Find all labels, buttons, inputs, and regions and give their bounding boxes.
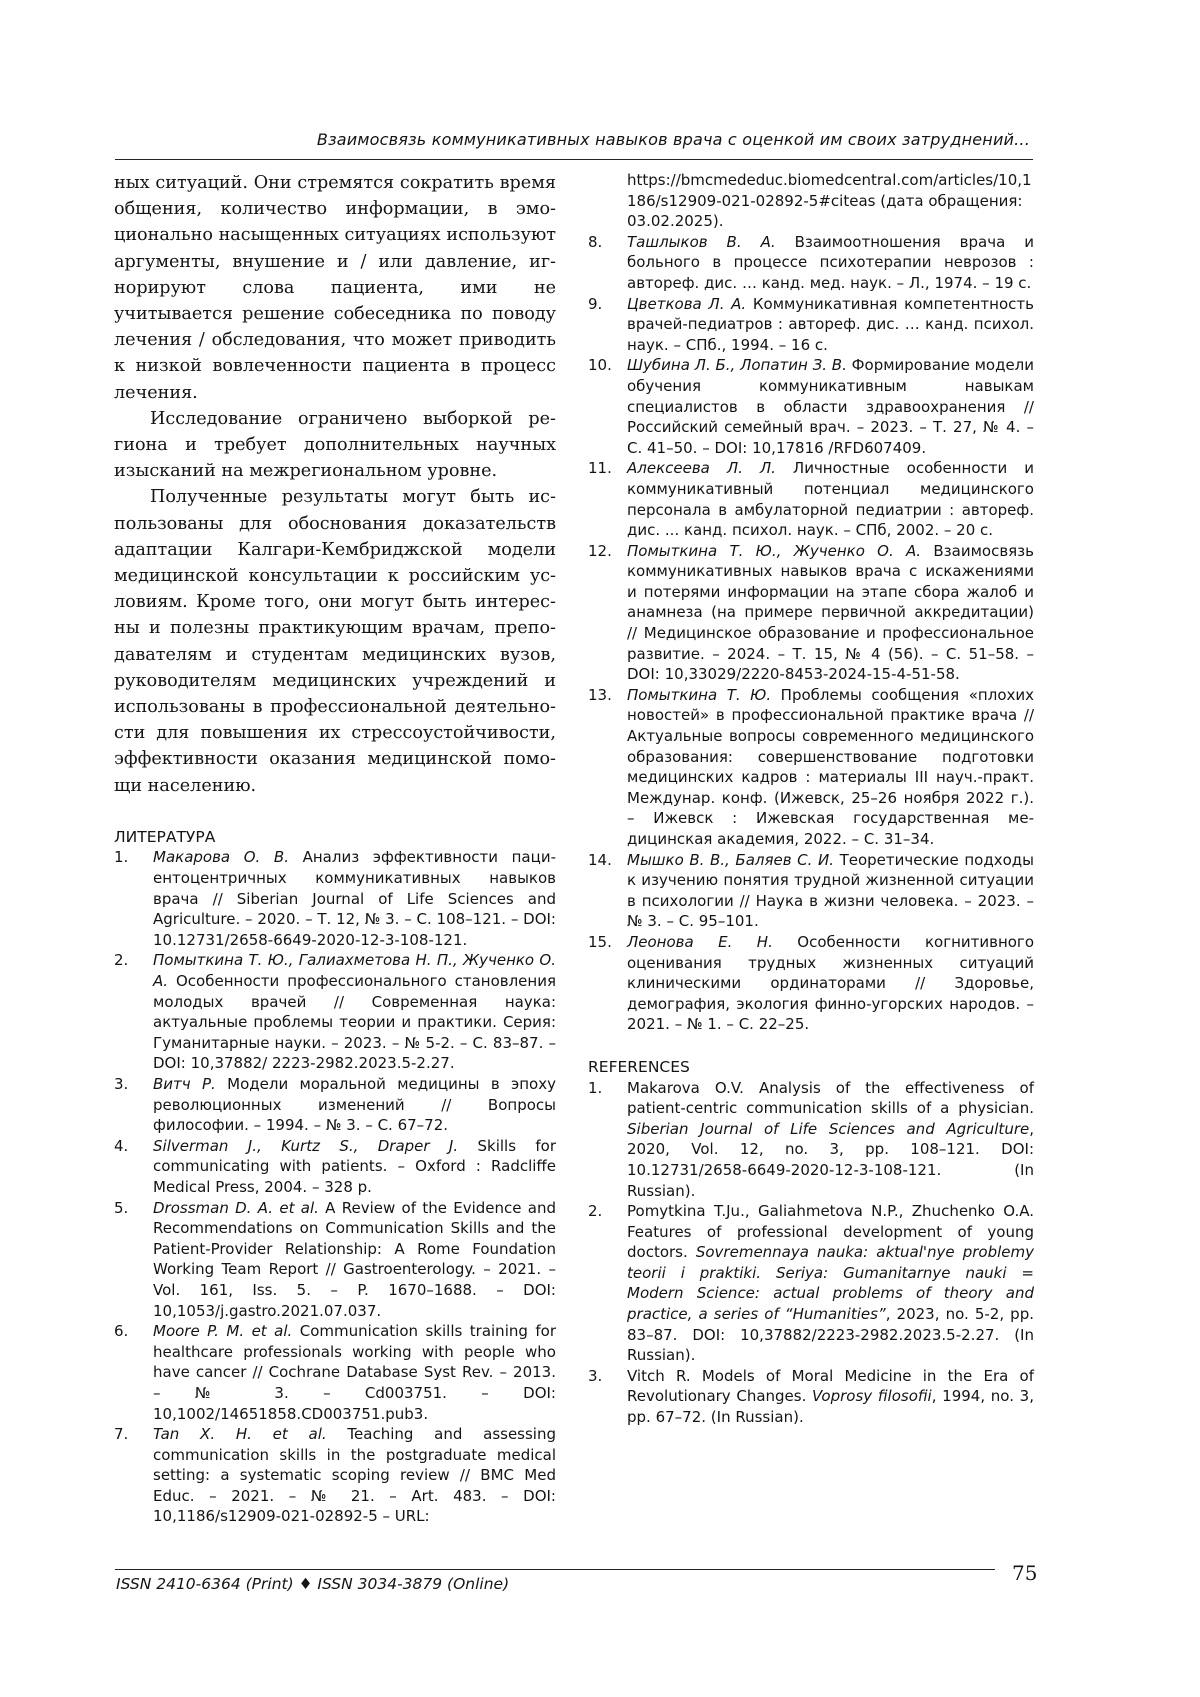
footer-issn: ISSN 2410-6364 (Print) ♦ ISSN 3034-3879 (Online) [116, 1575, 510, 1593]
reference-item: 4. Silverman J., Kurtz S., Draper J. Skills for communicating with patients. – Oxford : Radcliffe Medical Press, 2004. – 328 p. [114, 1136, 556, 1196]
reference-item: 1. Макарова О. В. Анализ эффективности пациентоцентричных коммуникативных навыков врача // Siberian Journal of Life Sciences and Agriculture. – 2020. – Т. 12, № 3. – С. 108–121. – DOI: 10.12731/2658-6649-2020-12-3-108-121. [114, 848, 556, 949]
references-heading: REFERENCES [588, 1057, 690, 1076]
reference-item: 8. Ташлыков В. А. Взаимоотношения врача и больного в процессе психотерапии неврозов : автореф. дис. … канд. мед. наук. – Л., 1974. – 19 с. [588, 232, 1034, 292]
reference-continuation: https://bmcmededuc.biomedcentral.com/articles/10,1186/s12909-021-02892-5#citeas (дата обращения: 03.02.2025). [627, 171, 1032, 231]
reference-item: 12. Помыткина Т. Ю., Жученко О. А. Взаимосвязь коммуникативных навыков врача с искажениями и потерями информации на этапе сбора жалоб и анамнеза (на примере первичной аккредитации) // Медицинское образование и профессиональное развитие. – 2024. – Т. 15, № 4 (56). – С. 51–58. – DOI: 10,33029/2220-8453-2024-15-4-51-58. [588, 541, 1034, 684]
body-paragraph: ных ситуаций. Они стремятся сократить время общения, количество информации, в эмоционально насыщенных ситуациях используют аргументы, внушение и / или давление, игнорируют слова пациента, ими не учитывается решение собеседника по поводу лечения / обследования, что может приводить к низкой вовлеченности пациента в процесс лечения. [114, 173, 556, 403]
references-list [588, 1078, 1034, 1428]
reference-item: 11. Алексеева Л. Л. Личностные особенности и коммуникативный потенциал медицинского персонала в амбулаторной педиатрии : автореф. дис. ... канд. психол. наук. – СПб, 2002. – 20 с. [588, 459, 1034, 540]
reference-item: 9. Цветкова Л. А. Коммуникативная компетентность врачей-педиатров : автореф. дис. … канд. психол. наук. – СПб., 1994. – 16 с. [588, 294, 1034, 354]
reference-item: 1. Makarova O.V. Analysis of the effectiveness of patient-centric communication skills of a physician. Siberian Journal of Life Sciences and Agriculture, 2020, Vol. 12, no. 3, pp. 108–121. DOI: 10.12731/2658-6649-2020-12-3-108-121. (In Russian). [588, 1078, 1034, 1200]
page-number: 75 [1012, 1561, 1038, 1585]
footer-divider [115, 1569, 995, 1570]
left-column [114, 170, 556, 1527]
reference-item: 10. Шубина Л. Б., Лопатин З. В. Формирование модели обучения коммуникативным навыкам специалистов в области здравоохранения // Российский семейный врач. – 2023. – Т. 27, № 4. – С. 41–50. – DOI: 10,17816 /RFD607409. [588, 356, 1035, 457]
reference-item: 2. Pomytkina T.Ju., Galiahmetova N.P., Zhuchenko O.A. Features of professional development of young doctors. Sovremennaya nauka: aktual'nye problemy teorii i praktiki. Seriya: Gumanitarnye nauki = Modern Science: actual problems of theory and practice, a series of “Humanities”, 2023, no. 5-2, pp. 83–87. DOI: 10,37882/2223-2982.2023.5-2.27. (In Russian). [588, 1202, 1034, 1365]
reference-item: 3. Витч Р. Модели моральной медицины в эпоху революционных изменений // Вопросы философии. – 1994. – № 3. – С. 67–72. [114, 1075, 556, 1135]
body-paragraph: Полученные результаты могут быть использованы для обоснования доказательств адаптации Калгари-Кембриджской модели медицинской консультации к российским условиям. Кроме того, они могут быть интересны и полезны практикующим врачам, преподавателям и студентам медицинских вузов, руководителям медицинских учреждений и использованы в профессиональной деятельности для повышения их стрессоустойчивости, эффективности оказания медицинской помощи населению. [114, 487, 556, 796]
literature-heading: ЛИТЕРАТУРА [114, 827, 216, 846]
literature-list [114, 847, 556, 1527]
reference-item: 2. Помыткина Т. Ю., Галиахметова Н. П., Жученко О. А. Особенности профессионального становления молодых врачей // Современная наука: актуальные проблемы теории и практики. Серия: Гуманитарные науки. – 2023. – № 5-2. – С. 83–87. – DOI: 10,37882/ 2223-2982.2023.5-2.27. [114, 951, 556, 1073]
reference-item: 15. Леонова Е. Н. Особенности когнитивного оценивания трудных жизненных ситуаций клиническими ординаторами // Здоровье, демография, экология финно-угорских народов. – 2021. – № 1. – С. 22–25. [588, 932, 1034, 1034]
reference-item: 6. Moore P. M. et al. Communication skills training for healthcare professionals working with people who have cancer // Cochrane Database Syst Rev. – 2013. – № 3. – Cd003751. – DOI: 10,1002/14651858.CD003751.pub3. [114, 1322, 556, 1423]
reference-item: 14. Мышко В. В., Баляев С. И. Теоретические подходы к изучению понятия трудной жизненной ситуации в психологии // Наука в жизни человека. – 2023. – № 3. – С. 95–101. [588, 850, 1034, 931]
reference-item: 13. Помыткина Т. Ю. Проблемы сообщения «плохих новостей» в профессиональной практике врача // Актуальные вопросы современного медицинского образования: совершенствование подготовки медицинских кадров : материалы III науч.-практ. Междунар. конф. (Ижевск, 25–26 ноября 2022 г.). – Ижевск : Ижевская государственная медицинская академия, 2022. – С. 31–34. [588, 685, 1034, 848]
header-divider [115, 159, 1033, 160]
reference-item: 7. Tan X. H. et al. Teaching and assessing communication skills in the postgraduate medical setting: a systematic scoping review // BMC Med Educ. – 2021. – № 21. – Art. 483. – DOI: 10,1186/s12909-021-02892-5 – URL: [114, 1425, 557, 1526]
running-header: Взаимосвязь коммуникативных навыков врача с оценкой им своих затруднений... [316, 130, 1030, 149]
body-paragraph: Исследование ограничено выборкой региона и требует дополнительных научных изысканий на межрегиональном уровне. [114, 408, 556, 482]
reference-item: 5. Drossman D. A. et al. A Review of the Evidence and Recommendations on Communication Skills and the Patient-Provider Relationship: A Rome Foundation Working Team Report // Gastroenterology. – 2021. – Vol. 161, Iss. 5. – P. 1670–1688. – DOI: 10,1053/j.gastro.2021.07.037. [114, 1198, 556, 1320]
reference-item: 3. Vitch R. Models of Moral Medicine in the Era of Revolutionary Changes. Voprosy filosofii, 1994, no. 3, pp. 67–72. (In Russian). [588, 1366, 1034, 1427]
literature-list-continued [588, 232, 1034, 1035]
right-column [588, 170, 1034, 1428]
